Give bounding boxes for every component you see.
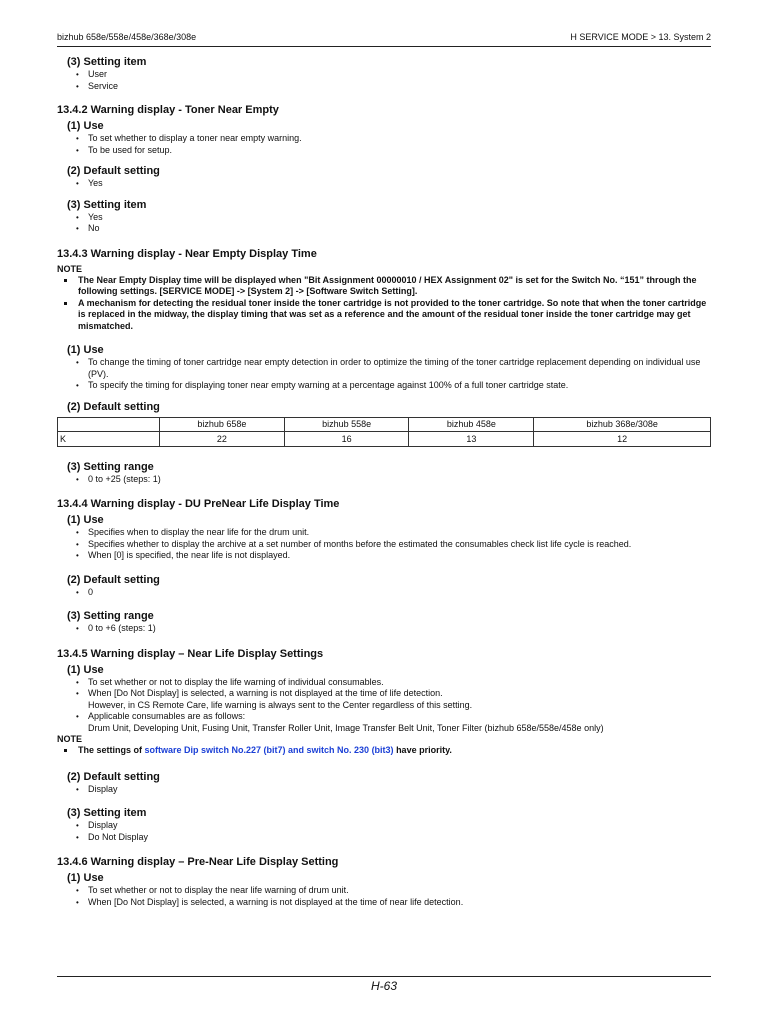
setting-range-list (57, 623, 711, 635)
table-header-row (58, 417, 711, 431)
use-list (57, 677, 711, 735)
use-heading: (1) Use (67, 344, 104, 356)
list-item: • Specifies when to display the near life for the drum unit. (88, 527, 711, 539)
list-item-line: Drum Unit, Developing Unit, Fusing Unit, Transfer Roller Unit, Image Transfer Belt Unit, Toner Filter (bizhub 658e/558e/458e only) (88, 722, 604, 733)
section-title: 13.4.4 Warning display - DU PreNear Life Display Time (57, 498, 340, 510)
table-header-cell: bizhub 458e (409, 417, 534, 431)
page-content (57, 56, 711, 908)
table-header-cell: bizhub 368e/308e (534, 417, 711, 431)
note-item: The Near Empty Display time will be displayed when "Bit Assignment 00000010 / HEX Assignment 02" is set for the Switch No. “151” through the following settings. [SERVICE MODE] -> [System 2] -> [Software Switch Setting]. (78, 275, 711, 298)
setting-item-list (57, 820, 711, 843)
use-heading: (1) Use (67, 514, 104, 526)
footer-rule (57, 976, 711, 977)
table-cell: K (58, 431, 160, 446)
default-setting-heading: (2) Default setting (67, 400, 160, 413)
list-item-line: However, in CS Remote Care, life warning is always sent to the Center regardless of this setting. (88, 699, 473, 710)
list-item: • No (88, 223, 711, 235)
use-list (57, 133, 711, 156)
list-item: • Display (88, 784, 711, 796)
setting-item-list (57, 212, 711, 235)
note-list (57, 275, 711, 333)
use-list (57, 527, 711, 562)
list-item-line: • When [Do Not Display] is selected, a warning is not displayed at the time of life detection. (88, 688, 443, 698)
table-header-cell (58, 417, 160, 431)
list-item (88, 711, 711, 734)
list-item: • Yes (88, 178, 711, 190)
list-item: • To set whether to display a toner near empty warning. (88, 133, 711, 145)
default-setting-list (57, 587, 711, 599)
software-dip-switch-link[interactable]: software Dip switch No.227 (bit7) and switch No. 230 (bit3) (144, 745, 394, 755)
default-setting-heading: (2) Default setting (67, 573, 160, 586)
setting-range-heading: (3) Setting range (67, 610, 154, 622)
setting-range-heading: (3) Setting range (67, 460, 154, 473)
list-item: • Service (88, 81, 711, 93)
setting-item-heading: (3) Setting item (67, 56, 147, 68)
page-number: H-63 (370, 979, 397, 993)
table-header-cell: bizhub 558e (284, 417, 409, 431)
note-label: NOTE (57, 263, 83, 274)
section-title: 13.4.5 Warning display – Near Life Display Settings (57, 647, 324, 660)
list-item: • Yes (88, 212, 711, 224)
note-list (57, 745, 711, 757)
header-model-list: bizhub 658e/558e/458e/368e/308e (57, 32, 197, 42)
list-item-line: • Applicable consumables are as follows: (88, 711, 246, 721)
list-item: • 0 (88, 587, 711, 599)
list-item: • To set whether or not to display the life warning of individual consumables. (88, 677, 711, 689)
use-list (57, 357, 711, 392)
section-title: 13.4.2 Warning display - Toner Near Empty (57, 104, 279, 116)
default-setting-heading: (2) Default setting (67, 165, 160, 177)
default-setting-list (57, 178, 711, 190)
setting-item-heading: (3) Setting item (67, 198, 147, 211)
list-item: • Display (88, 820, 711, 832)
note-text: The settings of (78, 745, 145, 755)
list-item (88, 688, 711, 711)
list-item: • When [0] is specified, the near life is not displayed. (88, 550, 711, 562)
setting-item-heading: (3) Setting item (67, 807, 147, 819)
note-item: A mechanism for detecting the residual toner inside the toner cartridge is not provided to the toner cartridge. So note that when the toner cartridge is replaced in the midway, the display timing that was set as a reference and the amount of the residual toner inside the toner cartridge may get mismatched. (78, 298, 711, 333)
setting-range-list (57, 474, 711, 486)
default-setting-list (57, 784, 711, 796)
list-item: • To change the timing of toner cartridge near empty detection in order to optimize the timing of the toner cartridge replacement depending on individual use (PV). (88, 357, 711, 380)
note-item (78, 745, 711, 757)
note-label: NOTE (57, 734, 83, 744)
list-item: • When [Do Not Display] is selected, a warning is not displayed at the time of near life detection. (88, 897, 711, 909)
table-cell: 22 (160, 431, 285, 446)
list-item: • Do Not Display (88, 832, 711, 844)
list-item: • 0 to +25 (steps: 1) (88, 474, 711, 486)
section-title: 13.4.6 Warning display – Pre-Near Life Display Setting (57, 856, 339, 868)
list-item: • 0 to +6 (steps: 1) (88, 623, 711, 635)
table-header-cell: bizhub 658e (160, 417, 285, 431)
section-title: 13.4.3 Warning display - Near Empty Display Time (57, 247, 317, 260)
use-heading: (1) Use (67, 120, 104, 132)
list-item: • To specify the timing for displaying toner near empty warning at a percentage against 100% of a full toner cartridge state. (88, 380, 711, 392)
note-text: have priority. (393, 745, 452, 755)
list-item: • User (88, 69, 711, 81)
setting-item-list (57, 69, 711, 92)
use-heading: (1) Use (67, 872, 104, 884)
table-row (58, 431, 711, 446)
page-header (57, 30, 711, 47)
table-cell: 13 (409, 431, 534, 446)
use-list (57, 885, 711, 908)
list-item: • Specifies whether to display the archive at a set number of months before the estimated the consumables check list life cycle is reached. (88, 539, 711, 551)
table-cell: 16 (284, 431, 409, 446)
list-item: • To set whether or not to display the near life warning of drum unit. (88, 885, 711, 897)
header-breadcrumb: H SERVICE MODE > 13. System 2 (570, 32, 711, 42)
use-heading: (1) Use (67, 663, 104, 676)
default-setting-table (57, 417, 711, 447)
list-item: • To be used for setup. (88, 145, 711, 157)
default-setting-heading: (2) Default setting (67, 770, 160, 783)
table-cell: 12 (534, 431, 711, 446)
